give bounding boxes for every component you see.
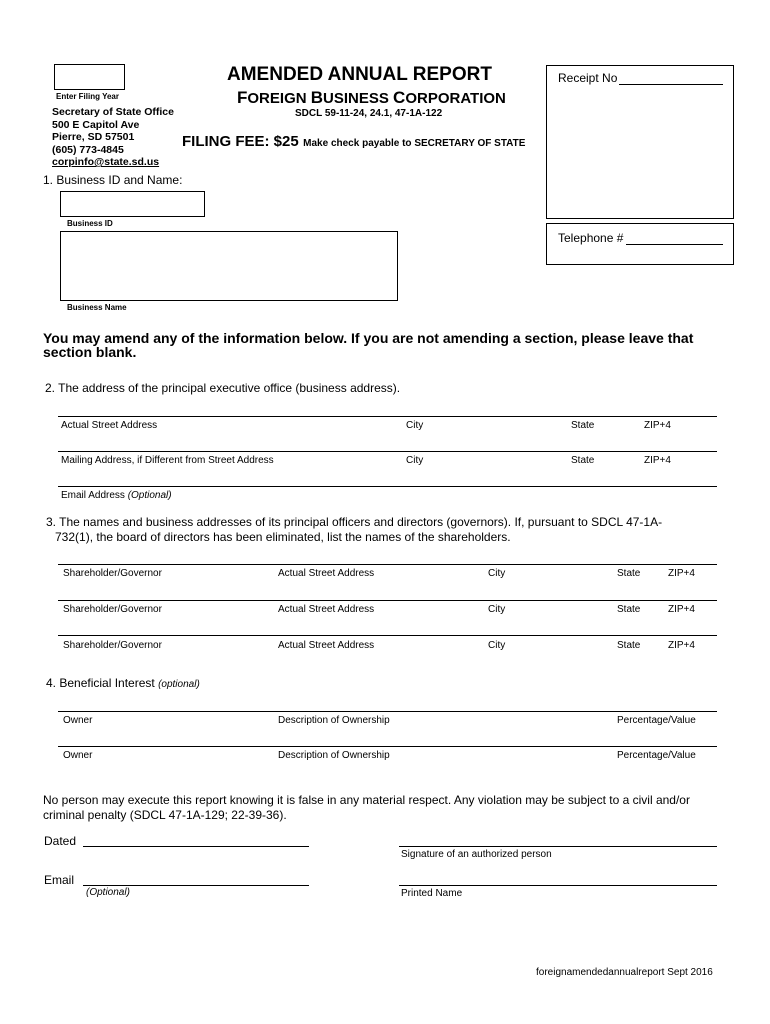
city-label: City <box>488 640 506 651</box>
officer-row-1-field[interactable] <box>58 564 717 565</box>
zip-label: ZIP+4 <box>668 640 695 651</box>
zip-label: ZIP+4 <box>668 568 695 579</box>
state-label: State <box>617 640 641 651</box>
sdcl-reference: SDCL 59-11-24, 24.1, 47-1A-122 <box>295 108 443 119</box>
filing-year-input[interactable] <box>54 64 125 90</box>
printed-name-label: Printed Name <box>401 888 463 899</box>
business-id-label: Business ID <box>67 219 113 228</box>
filing-fee <box>182 133 525 151</box>
zip-label: ZIP+4 <box>644 455 671 466</box>
signature-field[interactable] <box>399 846 717 847</box>
form-subtitle: FOREIGN BUSINESS CORPORATION <box>237 88 506 107</box>
street-address-label: Actual Street Address <box>278 640 375 651</box>
percentage-value-label: Percentage/Value <box>617 750 696 761</box>
ownership-description-label: Description of Ownership <box>278 715 390 726</box>
filing-fee-note: Make check payable to SECRETARY OF STATE <box>303 138 526 149</box>
section2-heading: 2. The address of the principal executive office (business address). <box>45 381 401 395</box>
street-address-label: Actual Street Address <box>61 420 158 431</box>
percentage-value-label: Percentage/Value <box>617 715 696 726</box>
dated-field[interactable] <box>83 846 309 847</box>
business-name-input[interactable] <box>60 231 398 301</box>
email-optional-label: (Optional) <box>86 887 130 898</box>
city-label: City <box>406 455 424 466</box>
street-address-label: Actual Street Address <box>278 604 375 615</box>
owner-row-1-field[interactable] <box>58 711 717 712</box>
officer-row-2-field[interactable] <box>58 600 717 601</box>
office-email-link[interactable]: corpinfo@state.sd.us <box>52 156 160 168</box>
filing-year-label: Enter Filing Year <box>56 92 119 101</box>
form-id: foreignamendedannualreport Sept 2016 <box>536 967 713 978</box>
officer-row-3-field[interactable] <box>58 635 717 636</box>
signature-label: Signature of an authorized person <box>401 849 552 860</box>
owner-row-2-field[interactable] <box>58 746 717 747</box>
receipt-box <box>546 65 734 219</box>
state-label: State <box>617 568 641 579</box>
street-address-label: Actual Street Address <box>278 568 375 579</box>
filing-fee-label: FILING FEE: $25 <box>182 133 299 150</box>
city-label: City <box>406 420 424 431</box>
zip-label: ZIP+4 <box>668 604 695 615</box>
amend-notice: You may amend any of the information below. If you are not amending a section, please leave that section blank. <box>43 330 694 360</box>
dated-label: Dated <box>44 834 77 848</box>
city-label: City <box>488 568 506 579</box>
telephone-label: Telephone # <box>558 231 624 245</box>
penalty-statement: No person may execute this report knowing it is false in any material respect. Any violation may be subject to a civil and/or criminal penalty (SDCL 47-1A-129; 22-39-36). <box>43 793 690 822</box>
ownership-description-label: Description of Ownership <box>278 750 390 761</box>
mailing-address-field[interactable] <box>58 451 717 452</box>
email-address-field[interactable] <box>58 486 717 487</box>
email-field[interactable] <box>83 885 309 886</box>
shareholder-label: Shareholder/Governor <box>63 640 162 651</box>
state-label: State <box>571 420 595 431</box>
business-id-input[interactable] <box>60 191 205 217</box>
telephone-field[interactable] <box>626 244 723 245</box>
email-address-label: Email Address (Optional) <box>61 490 172 501</box>
state-label: State <box>617 604 641 615</box>
printed-name-field[interactable] <box>399 885 717 886</box>
form-title: AMENDED ANNUAL REPORT <box>227 64 492 85</box>
shareholder-label: Shareholder/Governor <box>63 568 162 579</box>
mailing-address-label: Mailing Address, if Different from Street Address <box>61 455 274 466</box>
city-label: City <box>488 604 506 615</box>
section3-heading: 3. The names and business addresses of its principal officers and directors (governors). If, pursuant to SDCL 47-1A- 732(1), the board of directors has been eliminated, list the names of the shareholders. <box>46 515 663 544</box>
business-name-label: Business Name <box>67 303 127 312</box>
section4-heading: 4. Beneficial Interest (optional) <box>46 676 200 690</box>
owner-label: Owner <box>63 750 93 761</box>
state-label: State <box>571 455 595 466</box>
receipt-number-field[interactable] <box>619 84 723 85</box>
email-label: Email <box>44 873 75 887</box>
street-address-field[interactable] <box>58 416 717 417</box>
receipt-label: Receipt No <box>558 71 618 85</box>
section1-heading: 1. Business ID and Name: <box>43 173 183 187</box>
zip-label: ZIP+4 <box>644 420 671 431</box>
office-address: Secretary of State Office 500 E Capitol Ave Pierre, SD 57501 (605) 773-4845 corpinfo@state.sd.us <box>52 106 174 168</box>
owner-label: Owner <box>63 715 93 726</box>
shareholder-label: Shareholder/Governor <box>63 604 162 615</box>
